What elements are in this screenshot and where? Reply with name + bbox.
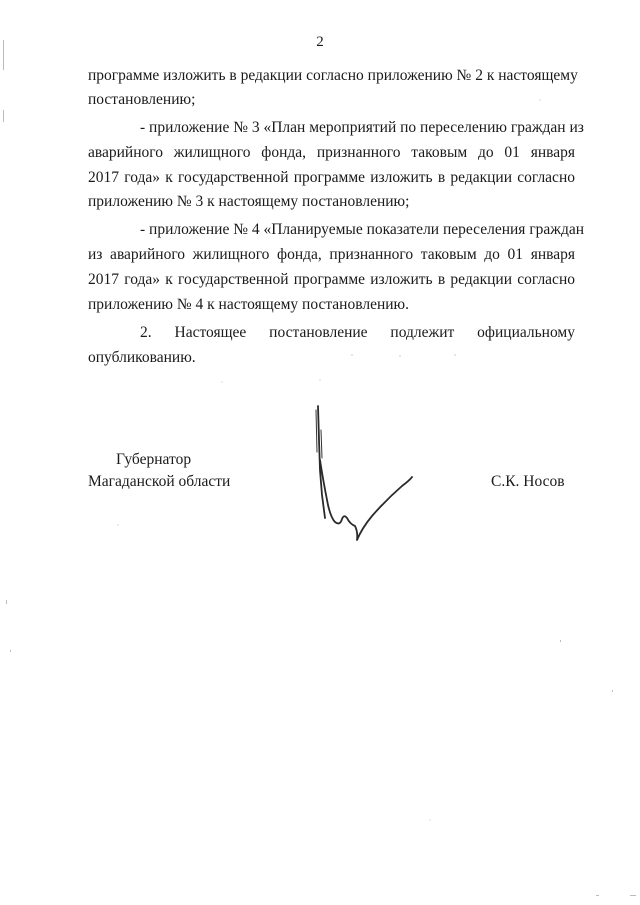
paragraph-line-8: из аварийного жилищного фонда, признанного таковым до 01 января — [88, 246, 575, 263]
paragraph-line-10: приложению № 4 к настоящему постановлению. — [88, 296, 409, 313]
paragraph-line-1: программе изложить в редакции согласно приложению № 2 к настоящему — [88, 67, 578, 84]
paragraph-line-12: опубликованию. — [88, 349, 196, 366]
handwritten-signature — [300, 400, 430, 550]
paragraph-line-6: приложению № 3 к настоящему постановлению; — [88, 193, 410, 210]
signatory-title-line-1: Губернатор — [116, 451, 192, 468]
signature-stroke — [318, 406, 412, 540]
paragraph-line-4: аварийного жилищного фонда, признанного таковым до 01 января — [88, 144, 575, 161]
paragraph-line-11: 2. Настоящее постановление подлежит официальному — [140, 324, 575, 341]
paragraph-line-9: 2017 года» к государственной программе изложить в редакции согласно — [88, 271, 575, 288]
signatory-name: С.К. Носов — [491, 473, 565, 490]
page-number: 2 — [316, 34, 324, 50]
paragraph-line-5: 2017 года» к государственной программе изложить в редакции согласно — [88, 169, 575, 186]
paragraph-line-2: постановлению; — [88, 91, 196, 108]
signatory-title-line-2: Магаданской области — [88, 473, 231, 490]
paragraph-line-7: - приложение № 4 «Планируемые показатели переселения граждан — [140, 221, 585, 238]
paragraph-line-3: - приложение № 3 «План мероприятий по переселению граждан из — [140, 119, 584, 136]
